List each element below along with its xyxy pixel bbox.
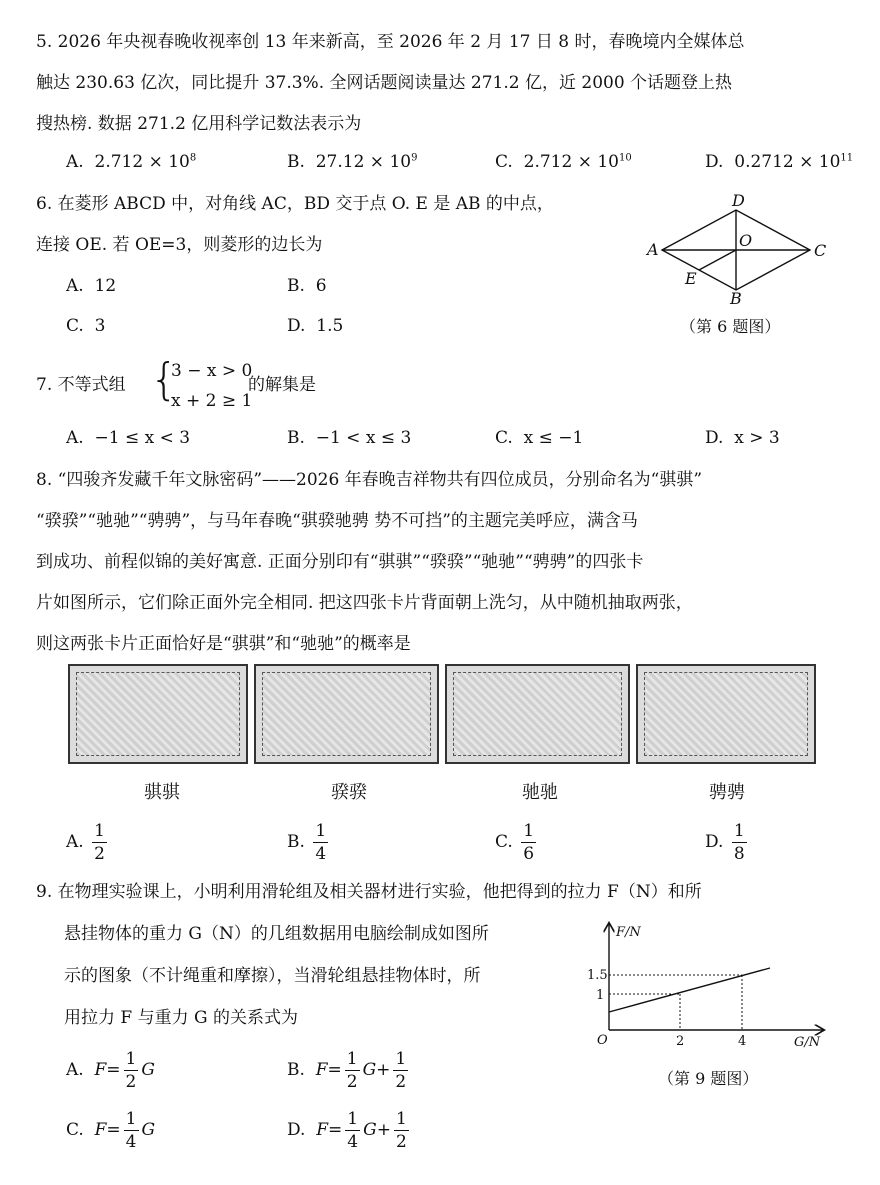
x-axis-label: G/N — [794, 1035, 821, 1050]
q9-option-c: C. F= $\frac{1}{4}$ G — [66, 1109, 156, 1152]
card-caption-qiqi: 骐骐 — [144, 782, 180, 803]
card-image-chengcheng — [636, 664, 816, 764]
q9-option-a: A. F= $\frac{1}{2}$ G — [66, 1049, 155, 1092]
q7-ineq2: x + 2 ≥ 1 — [171, 391, 253, 411]
q5-option-c: C. $2.712 \times 10^{10}$ — [495, 152, 632, 172]
q6-line1: 6. 在菱形 ABCD 中，对角线 AC，BD 交于点 O. E 是 AB 的中点， — [36, 194, 554, 214]
q5-option-a: A. $2.712 \times 10^8$ — [66, 152, 197, 172]
q7-system — [171, 356, 252, 416]
card-image-kuikui — [254, 664, 439, 764]
label-b: B — [730, 289, 742, 308]
label-c: C — [814, 241, 827, 260]
q5-option-d: D. $0.2712 \times 10^{11}$ — [705, 152, 854, 172]
label-e: E — [685, 269, 697, 288]
q7-prefix: 7. 不等式组 — [36, 375, 126, 395]
q6-line2: 连接 OE. 若 OE=3，则菱形的边长为 — [36, 235, 323, 255]
label-d: D — [732, 192, 745, 210]
card-image-chichi — [445, 664, 630, 764]
q5-line3: 搜热榜. 数据 271.2 亿用科学记数法表示为 — [36, 114, 362, 134]
q6-option-c: C. 3 — [66, 316, 106, 336]
segment-oe — [699, 250, 736, 270]
card-image-qiqi — [68, 664, 248, 764]
x-tick-2: 2 — [676, 1034, 685, 1049]
q7-option-a: A. −1 ≤ x < 3 — [66, 428, 191, 448]
rhombus-figure — [640, 192, 840, 312]
q5-line2: 触达 230.63 亿次，同比提升 37.3%. 全网话题阅读量达 271.2 亿，近 2000 个话题登上热 — [36, 73, 733, 93]
force-graph — [585, 918, 835, 1058]
q7-option-c: C. x ≤ −1 — [495, 428, 584, 448]
q8-line3: 到成功、前程似锦的美好寓意. 正面分别印有“骐骐”“骙骙”“驰驰”“骋骋”的四张卡 — [36, 552, 644, 572]
q9-option-b: B. F= $\frac{1}{2}$ G+ $\frac{1}{2}$ — [287, 1049, 407, 1092]
q6-figure-caption: （第 6 题图） — [680, 317, 781, 336]
card-caption-chengcheng: 骋骋 — [709, 782, 745, 803]
y-tick-15: 1.5 — [587, 968, 608, 983]
q9-line4: 用拉力 F 与重力 G 的关系式为 — [64, 1008, 298, 1028]
q5-option-b: B. $27.12 \times 10^9$ — [287, 152, 418, 172]
q7-brace: { — [150, 354, 178, 405]
q9-line3: 示的图象（不计绳重和摩擦），当滑轮组悬挂物体时，所 — [64, 966, 481, 986]
q6-option-b: B. 6 — [287, 276, 327, 296]
q8-line5: 则这两张卡片正面恰好是“骐骐”和“驰驰”的概率是 — [36, 634, 411, 654]
q6-option-a: A. 12 — [66, 276, 117, 296]
q8-line4: 片如图所示，它们除正面外完全相同. 把这四张卡片背面朝上洗匀，从中随机抽取两张， — [36, 593, 693, 613]
q6-option-d: D. 1.5 — [287, 316, 344, 336]
label-a: A — [647, 240, 659, 259]
q7-ineq1: 3 − x > 0 — [171, 361, 253, 381]
q9-line1: 9. 在物理实验课上，小明利用滑轮组及相关器材进行实验，他把得到的拉力 F（N）和所 — [36, 882, 702, 902]
q7-suffix: 的解集是 — [248, 375, 316, 395]
q8-option-d: D. $\frac{1}{8}$ — [705, 821, 745, 864]
q5-line1: 5. 2026 年央视春晚收视率创 13 年来新高，至 2026 年 2 月 17 日 8 时，春晚境内全媒体总 — [36, 32, 745, 52]
q8-option-c: C. $\frac{1}{6}$ — [495, 821, 535, 864]
q8-option-a: A. $\frac{1}{2}$ — [66, 821, 105, 864]
y-axis-label: F/N — [616, 925, 641, 940]
q8-line2: “骙骙”“驰驰”“骋骋”，与马年春晚“骐骙驰骋 势不可挡”的主题完美呼应，满含马 — [36, 511, 638, 531]
q7-option-b: B. −1 < x ≤ 3 — [287, 428, 412, 448]
q9-option-d: D. F= $\frac{1}{4}$ G+ $\frac{1}{2}$ — [287, 1109, 407, 1152]
q7-option-d: D. x > 3 — [705, 428, 780, 448]
q8-line1: 8. “四骏齐发藏千年文脉密码”——2026 年春晚吉祥物共有四位成员，分别命名为“骐骐” — [36, 470, 703, 490]
q9-line2: 悬挂物体的重力 G（N）的几组数据用电脑绘制成如图所 — [64, 924, 489, 944]
label-o: O — [739, 231, 753, 250]
card-caption-chichi: 驰驰 — [522, 782, 558, 803]
x-tick-4: 4 — [738, 1034, 747, 1049]
y-tick-1: 1 — [596, 988, 605, 1003]
card-caption-kuikui: 骙骙 — [331, 782, 367, 803]
origin-label: O — [597, 1033, 608, 1048]
q9-figure-caption: （第 9 题图） — [658, 1069, 759, 1088]
q8-option-b: B. $\frac{1}{4}$ — [287, 821, 327, 864]
